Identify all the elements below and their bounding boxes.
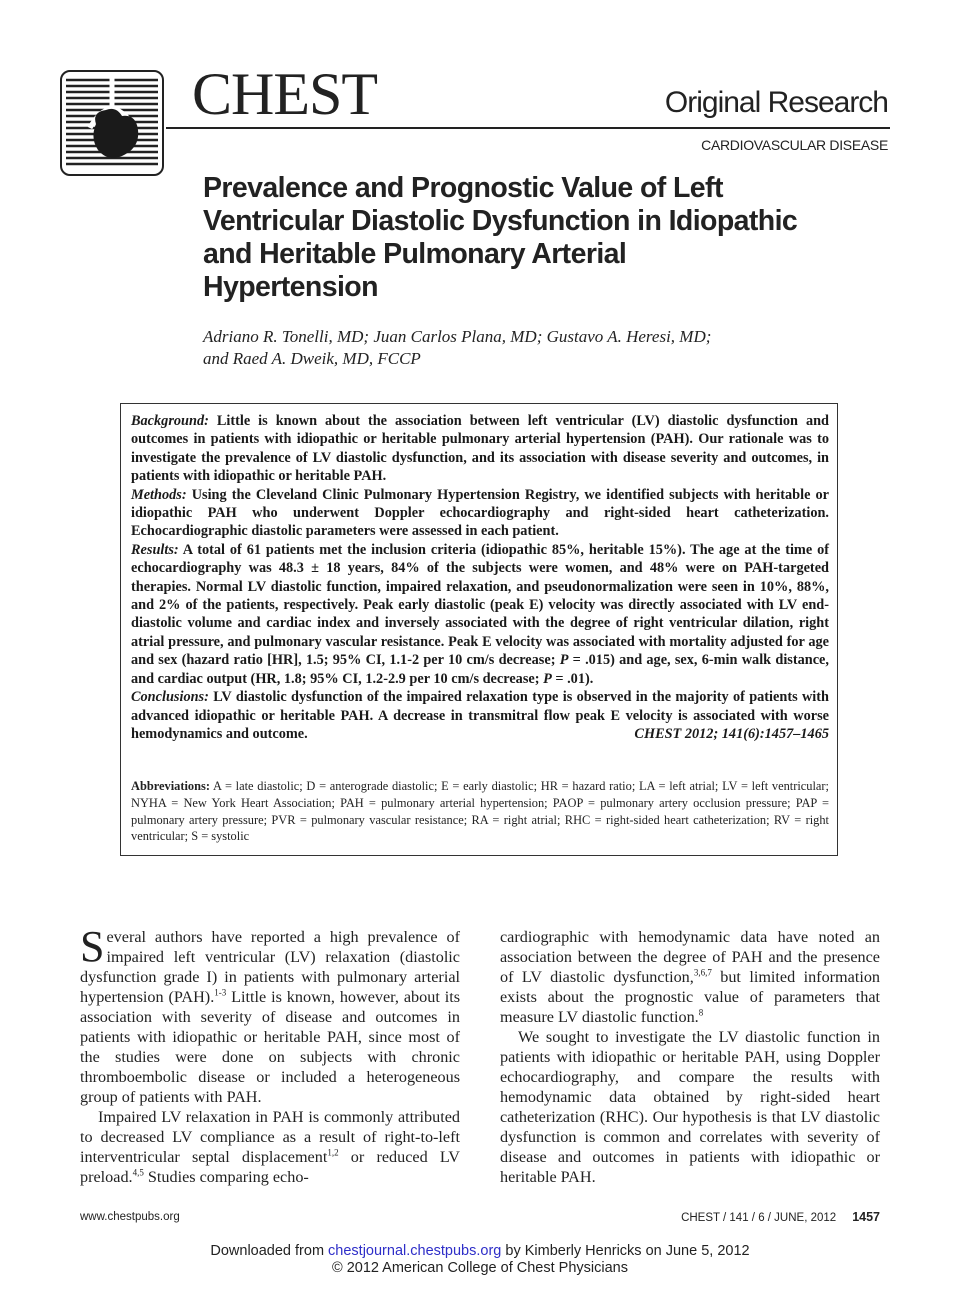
abstract: [131, 412, 829, 743]
paragraph: [500, 927, 880, 1027]
journal-logo: [60, 70, 164, 176]
authors-line-2: and Raed A. Dweik, MD, FCCP: [203, 349, 421, 368]
author-list: [203, 326, 763, 370]
paragraph-text: but limited information exists about the prognostic value of parameters that measure LV diastolic function.: [500, 968, 881, 1026]
body-column-left: [80, 922, 461, 1187]
results-text-3: = .01).: [551, 670, 594, 687]
copyright-line: © 2012 American College of Chest Physicians: [331, 1260, 628, 1276]
p-value-symbol: P: [559, 652, 569, 669]
download-suffix: by Kimberly Henricks on June 5, 2012: [501, 1243, 750, 1259]
download-prefix: Downloaded from: [210, 1243, 329, 1259]
reference-marker[interactable]: 8: [698, 1007, 704, 1018]
results-text-1: A total of 61 patients met the inclusion criteria (idiopathic 85%, heritable 15%). The age at the time of echocardiography was 48.3 ± 18 years, 84% of the subjects were women, and 48% were on PAH-targeted therapies. Normal LV diastolic function, impaired relaxation, and pseudonormalization were seen in 10%, 88%, and 2% of the patients, respectively. Peak early diastolic (peak E) velocity was directly associated with LV end-diastolic volume and cardiac index and inversely associated with the degree of right ventricular dilation, right atrial pressure, and pulmonary vascular resistance. Peak E velocity was associated with mortality adjusted for age and sex (hazard ratio [HR], 1.5; 95% CI, 1.1-2 per 10 cm/s decrease;: [131, 541, 829, 669]
conclusions-text: LV diastolic dysfunction of the impaired relaxation type is observed in the majority of patients with advanced idiopathic or heritable PAH. A decrease in transmitral flow peak E velocity is associated with worse hemodynamics and outcome.: [131, 689, 829, 742]
background-text: Little is known about the association between left ventricular (LV) diastolic dysfunction and outcomes in patients with idiopathic or heritable pulmonary arterial hypertension (PAH). Our rationale was to investigate the prevalence of LV diastolic dysfunction, and its association with disease severity and outcomes, in patients with idiopathic or heritable PAH.: [131, 413, 829, 485]
reference-marker[interactable]: 4,5: [132, 1167, 144, 1178]
methods-label: Methods:: [131, 486, 187, 503]
abbreviations-text: A = late diastolic; D = anterograde diastolic; E = early diastolic; HR = hazard ratio; LA = left atrial; LV = left ventricular; NYHA = New York Heart Association; PAH = pulmonary arterial hypertension; PAOP = pulmonary artery occlusion pressure; PAP = pulmonary artery pressure; PVR = pulmonary vascular resistance; RA = right atrial; RHC = right-sided heart catheterization; RV = right ventricular; S = systolic: [131, 779, 829, 844]
drop-cap: S: [80, 922, 105, 971]
header-divider: [166, 127, 890, 129]
paragraph-text: cardiographic with hemodynamic data have noted an association between the degree of PAH and the presence of LV diastolic dysfunction,: [500, 928, 880, 986]
download-notice: [0, 1243, 960, 1277]
paragraph-text: everal authors have reported a high prevalence of impaired left ventricular (LV) relaxation (diastolic dysfunction grade I) in patients with pulmonary arterial hypertension (PAH).: [80, 928, 460, 1006]
footer-website[interactable]: www.chestpubs.org: [80, 1211, 180, 1223]
article-title: Prevalence and Prognostic Value of Left Ventricular Diastolic Dysfunction in Idiopathic and Heritable Pulmonary Arterial Hypertension: [203, 172, 798, 303]
issue-info: CHEST / 141 / 6 / JUNE, 2012: [681, 1212, 837, 1224]
conclusions-label: Conclusions:: [131, 689, 209, 706]
paragraph: We sought to investigate the LV diastolic function in patients with idiopathic or heritable PAH, using Doppler echocardiography, and compare the results with hemodynamic data obtained by right-sided heart catheterization (RHC). Our hypothesis is that LV diastolic dysfunction is common and correlates with severity of disease and outcomes in patients with idiopathic or heritable PAH.: [500, 1028, 880, 1186]
reference-marker[interactable]: 1,2: [327, 1147, 339, 1158]
lungs-heart-logo-icon: [62, 72, 162, 174]
reference-marker[interactable]: 3,6,7: [693, 967, 712, 978]
reference-marker[interactable]: 1-3: [214, 987, 227, 998]
paragraph: [80, 1107, 460, 1187]
p-value-symbol: P: [543, 670, 552, 687]
download-link[interactable]: chestjournal.chestpubs.org: [328, 1243, 502, 1259]
footer-issue-info: [681, 1210, 880, 1224]
results-text-2: = .015) and age, sex, 6-min walk distance, and cardiac output (HR, 1.8; 95% CI, 1.2-2.9 per 10 cm/s decrease;: [131, 652, 829, 687]
results-label: Results:: [131, 541, 179, 558]
paragraph: [80, 922, 461, 1107]
authors-line-1: Adriano R. Tonelli, MD; Juan Carlos Plana, MD; Gustavo A. Heresi, MD;: [203, 327, 712, 346]
abstract-citation: CHEST 2012; 141(6):1457–1465: [634, 725, 829, 742]
background-label: Background:: [131, 413, 209, 429]
download-line: [0, 1243, 960, 1260]
paragraph-text: Studies comparing echo-: [143, 1168, 309, 1186]
journal-name: CHEST: [192, 61, 378, 127]
body-column-right: [500, 927, 880, 1187]
paragraph-text: or reduced LV preload.: [80, 1148, 460, 1186]
abbreviations: [131, 778, 829, 845]
section-label: Original Research: [664, 86, 888, 119]
abbreviations-label: Abbreviations:: [131, 779, 210, 793]
page-number: 1457: [852, 1210, 880, 1224]
paragraph-text: Little is known, however, about its association with severity of disease and outcomes in patients with idiopathic or heritable PAH, since most of the studies were done on subjects with chronic thromboembolic disease or included a heterogeneous group of patients with PAH.: [80, 988, 461, 1106]
paragraph-text: Impaired LV relaxation in PAH is commonly attributed to decreased LV compliance as a result of right-to-left interventricular septal displacement: [80, 1108, 460, 1166]
subject-label: CARDIOVASCULAR DISEASE: [701, 137, 888, 153]
methods-text: Using the Cleveland Clinic Pulmonary Hypertension Registry, we identified subjects with heritable or idiopathic PAH who underwent Doppler echocardiography and right-sided heart catheterization. Echocardiographic diastolic parameters were assessed in each patient.: [131, 486, 829, 540]
